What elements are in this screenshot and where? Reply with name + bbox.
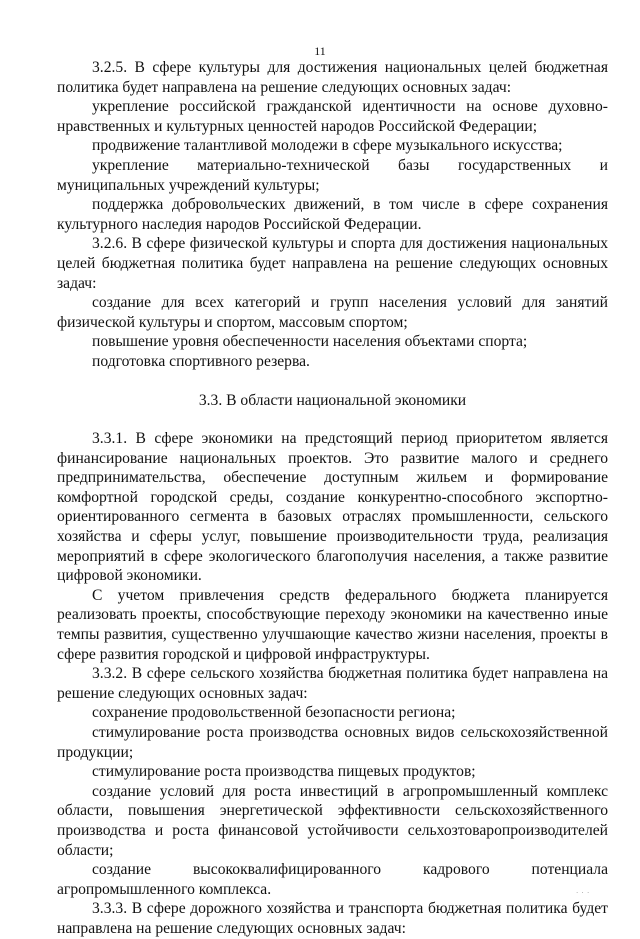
paragraph-3-3-1: 3.3.1. В сфере экономики на предстоящий период приоритетом является финансирование национальных проектов. Это развитие малого и среднего предпринимательства, обеспечение доступным жильем и формирование комфортной городской среды, создание конкурентно-способного экспортно-ориентированного сегмента в базовых отраслях промышленности, сельского хозяйства и сферы услуг, повышение производительности труда, реализация мероприятий в сфере экологического благополучия населения, а также развитие цифровой экономики. <box>57 430 608 585</box>
scan-mark: . . . <box>576 887 590 895</box>
paragraph-3-2-6: 3.2.6. В сфере физической культуры и спорта для достижения национальных целей бюджетная политика будет направлена на решение следующих основных задач: <box>57 235 608 292</box>
list-item: создание высококвалифицированного кадрового потенциала агропромышленного комплекса. <box>57 861 608 898</box>
list-item: создание условий для роста инвестиций в агропромышленный комплекс области, повышения энергетической эффективности сельскохозяйственного производства и роста финансовой устойчивости сельхозтоваропроизводителей области; <box>57 782 608 859</box>
list-item: сохранение продовольственной безопасности региона; <box>92 704 456 722</box>
page-number: 11 <box>314 44 326 58</box>
document-body <box>57 58 608 939</box>
list-item: стимулирование роста производства пищевых продуктов; <box>92 763 476 781</box>
list-item: продвижение талантливой молодежи в сфере музыкального искусства; <box>92 137 563 155</box>
section-heading: 3.3. В области национальной экономики <box>198 391 467 409</box>
list-item: укрепление материально-технической базы государственных и муниципальных учреждений культуры; <box>57 156 608 194</box>
list-item: поддержка добровольческих движений, в том числе в сфере сохранения культурного наследия народов Российской Федерации. <box>57 196 608 233</box>
paragraph: С учетом привлечения средств федерального бюджета планируется реализовать проекты, способствующие переходу экономики на качественно иные темпы развития, существенно улучшающие качество жизни населения, проекты в сфере развития городской и цифровой инфраструктуры. <box>57 586 608 663</box>
list-item: стимулирование роста производства основных видов сельскохозяйственной продукции; <box>57 724 608 761</box>
list-item: повышение уровня обеспеченности населения объектами спорта; <box>92 333 528 351</box>
list-item: подготовка спортивного резерва. <box>92 352 310 370</box>
paragraph-3-3-3: 3.3.3. В сфере дорожного хозяйства и транспорта бюджетная политика будет направлена на решение следующих основных задач: <box>57 900 608 937</box>
paragraph-3-3-2: 3.3.2. В сфере сельского хозяйства бюджетная политика будет направлена на решение следующих основных задач: <box>57 665 608 702</box>
paragraph-3-2-5: 3.2.5. В сфере культуры для достижения национальных целей бюджетная политика будет направлена на решение следующих основных задач: <box>57 59 608 96</box>
list-item: создание для всех категорий и групп населения условий для занятий физической культуры и спортом, массовым спортом; <box>57 294 608 331</box>
list-item: укрепление российской гражданской идентичности на основе духовно-нравственных и культурных ценностей народов Российской Федерации; <box>57 98 608 135</box>
